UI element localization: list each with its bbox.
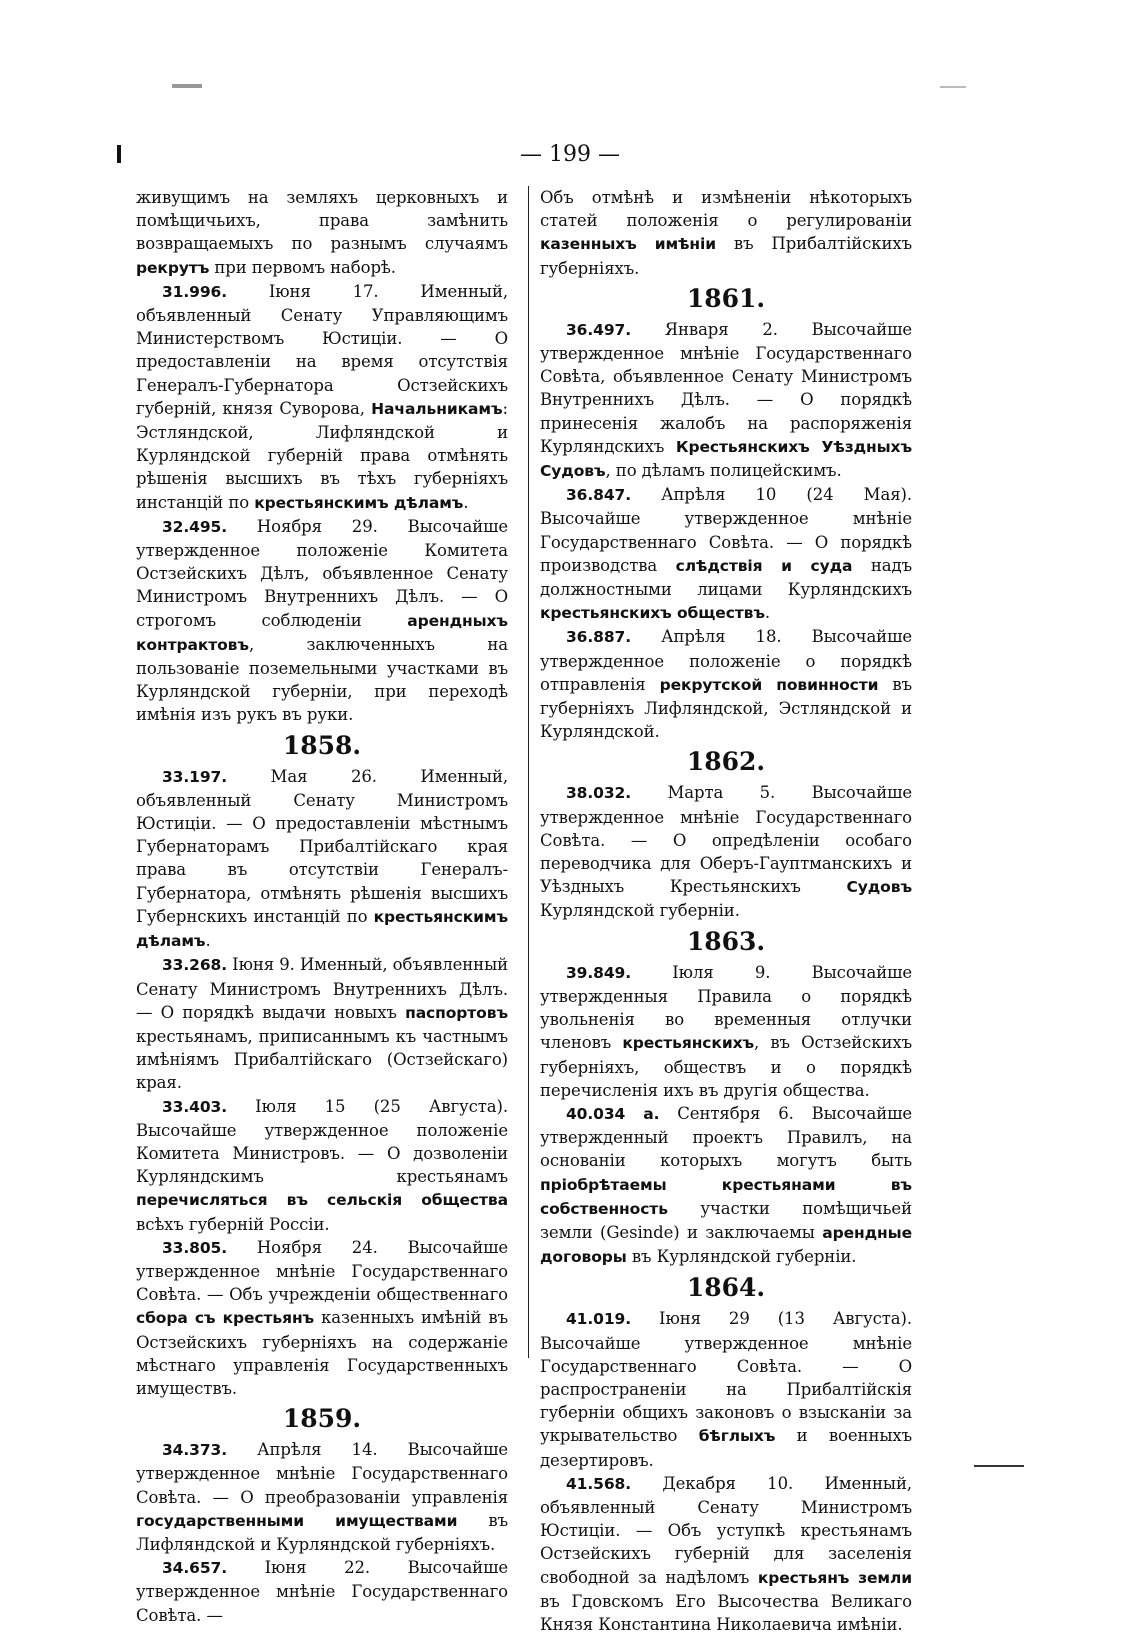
entry-text: Сентября 6. Высочайше утвержденный проектъ Правилъ, на основаніи которыхъ могутъ быть [540, 1103, 912, 1171]
entry-keyword: казенныхъ имѣніи [540, 235, 716, 254]
law-entry [540, 781, 912, 922]
law-entry [136, 1236, 508, 1400]
law-entry [136, 953, 508, 1094]
year-heading: 1864. [686, 1273, 766, 1303]
entry-text: Января 2. Высочайше утвержденное мнѣніе Государственнаго Совѣта, объявленное Сенату Министромъ Внутреннихъ Дѣлъ. — О порядкѣ принесенія жалобъ на распоряженія Курляндскихъ [540, 319, 912, 456]
entry-number: 36.847. [566, 486, 632, 505]
entry-keyword: Судовъ [846, 878, 912, 897]
entry-text: участки помѣщичьей земли (Gesinde) и заключаемы [540, 1198, 912, 1242]
footer-rule [974, 1465, 1024, 1467]
entry-text: Апрѣля 18. Высочайше утвержденное положеніе о порядкѣ отправленія [540, 627, 912, 694]
entry-text: въ губерніяхъ Лифляндской, Эстляндской и Курляндской. [540, 674, 912, 742]
entry-text: Іюня 9. Именный, объявленный Сенату Министромъ Внутреннихъ Дѣлъ. — О порядкѣ выдачи новыхъ [136, 955, 508, 1022]
entry-number: 36.887. [566, 628, 632, 647]
law-entry [136, 1095, 508, 1236]
entry-number: 32.495. [162, 517, 228, 536]
entry-text: всѣхъ губерній Россіи. [136, 1214, 330, 1234]
entry-text: Ноября 29. Высочайше утвержденное положеніе Комитета Остзейскихъ Дѣлъ, объявленное Сенату Министромъ Внутреннихъ Дѣлъ. — О строгомъ соблюденіи [136, 516, 508, 630]
entry-keyword: слѣдствія и суда [675, 556, 853, 575]
entry-number: 31.996. [162, 282, 228, 301]
scan-speck [172, 84, 202, 88]
law-entry [540, 318, 912, 483]
entry-number: 33.197. [162, 767, 228, 786]
entry-keyword: бѣглыхъ [698, 1427, 776, 1446]
entry-text: въ Гдовскомъ Его Высочества Великаго Князя Константина Николаевича имѣніи. [540, 1591, 912, 1634]
law-entry [540, 483, 912, 625]
entry-text: Іюня 22. Высочайше утвержденное мнѣніе Государственнаго Совѣта. — [136, 1558, 508, 1625]
entry-text: , въ Остзейскихъ губерніяхъ, обществъ и о порядкѣ перечисленія ихъ въ другія общества. [540, 1033, 912, 1100]
entry-keyword: крестьянскихъ [622, 1034, 755, 1053]
law-entry [540, 1472, 912, 1636]
year-heading: 1863. [686, 926, 766, 956]
year-heading: 1861. [686, 283, 766, 313]
entry-text: крестьянамъ, приписаннымъ къ частнымъ имѣніямъ Прибалтійскаго (Остзейскаго) края. [136, 1026, 508, 1093]
entry-keyword: крестьянскимъ дѣламъ [136, 907, 508, 951]
entry-text: , по дѣламъ полицейскимъ. [605, 461, 842, 481]
entry-keyword: сбора съ крестьянъ [136, 1309, 315, 1328]
entry-keyword: крестьянскихъ обществъ [540, 604, 765, 623]
law-entry [540, 625, 912, 743]
law-entry [540, 1102, 912, 1269]
entry-keyword: паспортовъ [405, 1003, 508, 1022]
entry-text: Іюля 9. Высочайше утвержденныя Правила о порядкѣ увольненія во временныя отлучки членовъ [540, 962, 912, 1053]
entry-text: и военныхъ дезертировъ. [540, 1426, 912, 1470]
entry-keyword: рекрутской повинности [659, 675, 879, 694]
entry-number: 33.805. [162, 1238, 228, 1257]
entry-keyword: рекрутъ [136, 258, 210, 277]
year-heading: 1859. [282, 1404, 362, 1434]
entry-text: въ Лифляндской и Курляндской губерніяхъ. [136, 1510, 508, 1554]
entry-number: 34.373. [162, 1441, 228, 1460]
entry-keyword: арендныхъ контрактовъ [136, 611, 508, 654]
entry-number: 34.657. [162, 1559, 228, 1578]
law-entry [540, 961, 912, 1102]
right-column [540, 186, 912, 1636]
entry-text: . [205, 931, 211, 951]
entry-text: Іюня 29 (13 Августа). Высочайше утвержденное мнѣніе Государственнаго Совѣта. — О распространеніи на Прибалтійскія губерніи общихъ законовъ о взысканіи за укрывательство [540, 1309, 912, 1446]
page-number: — 199 — [520, 142, 620, 167]
entry-text: , заключенныхъ на пользованіе поземельными участками въ Курляндской губерніи, при переходѣ имѣнія изъ рукъ въ руки. [136, 634, 508, 725]
entry-text: . [764, 603, 771, 623]
law-entry [136, 280, 508, 515]
entry-keyword: Крестьянскихъ Уѣздныхъ Судовъ [540, 437, 912, 481]
entry-text: Объ отмѣнѣ и измѣненіи нѣкоторыхъ статей положенія о регулированіи [540, 188, 912, 231]
entry-text: Ноября 24. Высочайше утвержденное мнѣніе Государственнаго Совѣта. — Объ учрежденіи общественнаго [136, 1237, 508, 1305]
entry-text: Апрѣля 14. Высочайше утвержденное мнѣніе Государственнаго Совѣта. — О преобразованіи управленія [136, 1440, 508, 1507]
left-column [136, 186, 508, 1627]
entry-text: Мая 26. Именный, объявленный Сенату Министромъ Юстиціи. — О предоставленіи мѣстнымъ Губернаторамъ Прибалтійскаго края права въ отсутствіи Генералъ-Губернатора, отмѣнять рѣшенія высшихъ Губернскихъ инстанцій по [136, 766, 508, 926]
entry-number: 33.268. [162, 956, 228, 975]
entry-text: живущимъ на земляхъ церковныхъ и помѣщичьихъ, права замѣнить возвращаемыхъ по разнымъ случаямъ [136, 188, 508, 254]
law-entry [540, 1307, 912, 1471]
entry-text: Курляндской губерніи. [540, 901, 740, 921]
entry-text: въ Курляндской губерніи. [626, 1247, 857, 1267]
entry-text: : Эстляндской, Лифляндской и Курляндской губерній права отмѣнять рѣшенія высшихъ въ тѣхъ губерніяхъ инстанцій по [136, 398, 508, 512]
entry-text: надъ должностными лицами Курляндскихъ [540, 555, 912, 600]
entry-keyword: перечисляться въ сельскія общества [136, 1191, 508, 1210]
entry-number: 33.403. [162, 1097, 228, 1116]
entry-text: Марта 5. Высочайше утвержденное мнѣніе Государственнаго Совѣта. — О опредѣленіи особаго переводчика для Оберъ-Гауптманскихъ и Уѣздныхъ Крестьянскихъ [540, 783, 912, 897]
entry-text: Апрѣля 10 (24 Мая). Высочайше утвержденное мнѣніе Государственнаго Совѣта. — О порядкѣ производства [540, 485, 912, 575]
entry-keyword: Начальникамъ [371, 399, 503, 418]
year-heading: 1858. [282, 730, 362, 760]
entry-number: 41.568. [566, 1474, 632, 1493]
entry-number: 38.032. [566, 784, 632, 803]
entry-text: . [463, 492, 469, 512]
entry-keyword: арендные договоры [540, 1223, 912, 1267]
entry-text: Іюля 15 (25 Августа). Высочайше утвержденное положеніе Комитета Министровъ. — О дозволеніи Курляндскимъ крестьянамъ [136, 1096, 508, 1187]
law-entry [136, 1556, 508, 1627]
law-entry [136, 765, 508, 954]
entry-number: 36.497. [566, 320, 632, 339]
entry-text: Іюня 17. Именный, объявленный Сенату Управляющимъ Министерствомъ Юстиціи. — О предоставленіи на время отсутствія Генералъ-Губернатора Остзейскихъ губерній, князя Суворова, [136, 281, 508, 418]
entry-keyword: крестьянъ земли [757, 1568, 913, 1587]
entry-number: 40.034 а. [566, 1104, 660, 1123]
scan-speck [940, 86, 966, 88]
column-divider [528, 186, 529, 1358]
entry-number: 39.849. [566, 963, 632, 982]
entry-keyword: пріобрѣтаемы крестьянами въ собственность [540, 1175, 912, 1218]
entry-text: казенныхъ имѣній въ Остзейскихъ губерніяхъ на содержаніе мѣстнаго управленія Государственныхъ имуществъ. [136, 1308, 509, 1398]
entry-continuation [136, 186, 508, 280]
entry-text: при первомъ наборѣ. [209, 257, 396, 277]
entry-number: 41.019. [566, 1310, 632, 1329]
entry-continuation [540, 186, 912, 280]
entry-text: въ Прибалтійскихъ губерніяхъ. [540, 234, 912, 278]
entry-keyword: государственными имуществами [136, 1511, 458, 1530]
law-entry [136, 1438, 508, 1556]
entry-keyword: крестьянскимъ дѣламъ [254, 493, 464, 512]
entry-text: Декабря 10. Именный, объявленный Сенату Министромъ Юстиціи. — Объ уступкѣ крестьянамъ Остзейскихъ губерній для заселенія свободной за надѣломъ [540, 1473, 912, 1587]
year-heading: 1862. [686, 747, 766, 777]
law-entry [136, 515, 508, 727]
